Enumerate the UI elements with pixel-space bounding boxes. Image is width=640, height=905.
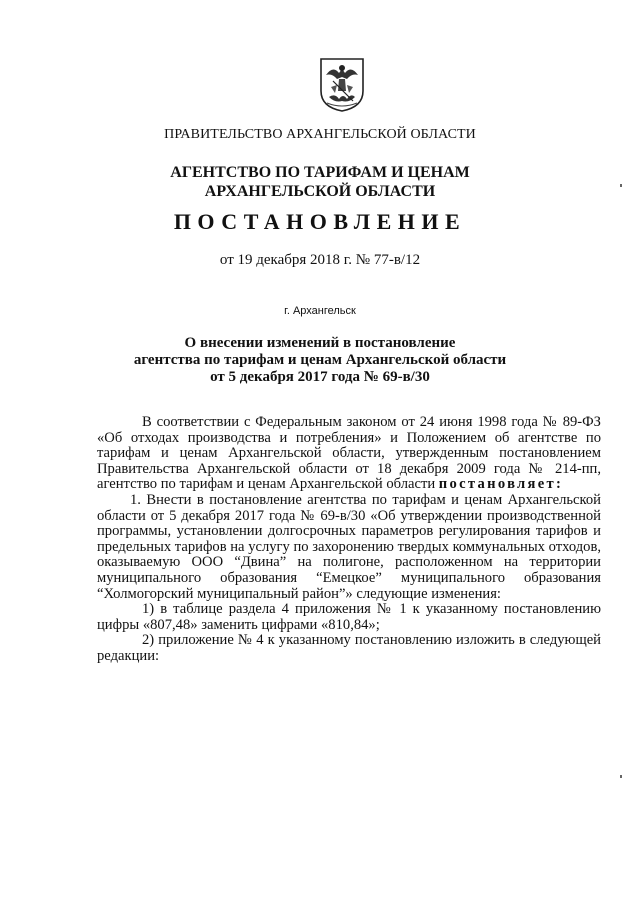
decree-word: постановляет: (438, 476, 564, 493)
document-body (97, 415, 601, 665)
subitem-1-paragraph: 1) в таблице раздела 4 приложения № 1 к указанному постановлению цифры «807,48» заменить цифрами «810,84»; (97, 601, 601, 633)
document-city: г. Архангельск (284, 305, 356, 317)
preamble-paragraph (97, 415, 601, 493)
subitem-2-paragraph: 2) приложение № 4 к указанному постановлению изложить в следующей редакции: (97, 632, 601, 664)
agency-title-line1: АГЕНТСТВО ПО ТАРИФАМ И ЦЕНАМ (170, 164, 470, 181)
subject-line2: агентства по тарифам и ценам Архангельской области (133, 352, 507, 368)
subject-line1: О внесении изменений в постановление (184, 335, 456, 351)
document-subject (0, 335, 640, 386)
document-date-number: от 19 декабря 2018 г. № 77-в/12 (219, 252, 421, 268)
scan-mark (620, 775, 622, 778)
document-type: ПОСТАНОВЛЕНИЕ (173, 209, 467, 234)
scan-mark (620, 184, 622, 187)
agency-title-line2: АРХАНГЕЛЬСКОЙ ОБЛАСТИ (204, 183, 436, 200)
subject-line3: от 5 декабря 2017 года № 69-в/30 (210, 369, 430, 385)
preamble-text: В соответствии с Федеральным законом от 24 июня 1998 года № 89-ФЗ «Об отходах производства и потребления» и Положением об агентстве по тарифам и ценам Архангельской области, утвержденным постановлением Правительства Архангельской области от 18 декабря 2009 года № 214-пп, агентство по тарифам и ценам Архангельской области (97, 414, 601, 493)
agency-title (0, 163, 640, 201)
item-1-paragraph: 1. Внести в постановление агентства по тарифам и ценам Архангельской области от 5 декабря 2017 года № 69-в/30 «Об утверждении производственной программы, установлении долгосрочных параметров регулирования тарифов и предельных тарифов на услугу по захоронению твердых коммунальных отходов, оказываемую ООО “Двина” на полигоне, расположенном на территории муниципального образования “Емецкое” муниципального образования “Холмогорский муниципальный район”» следующие изменения: (97, 491, 601, 602)
government-title: ПРАВИТЕЛЬСТВО АРХАНГЕЛЬСКОЙ ОБЛАСТИ (164, 127, 476, 142)
coat-of-arms-icon (319, 57, 365, 113)
